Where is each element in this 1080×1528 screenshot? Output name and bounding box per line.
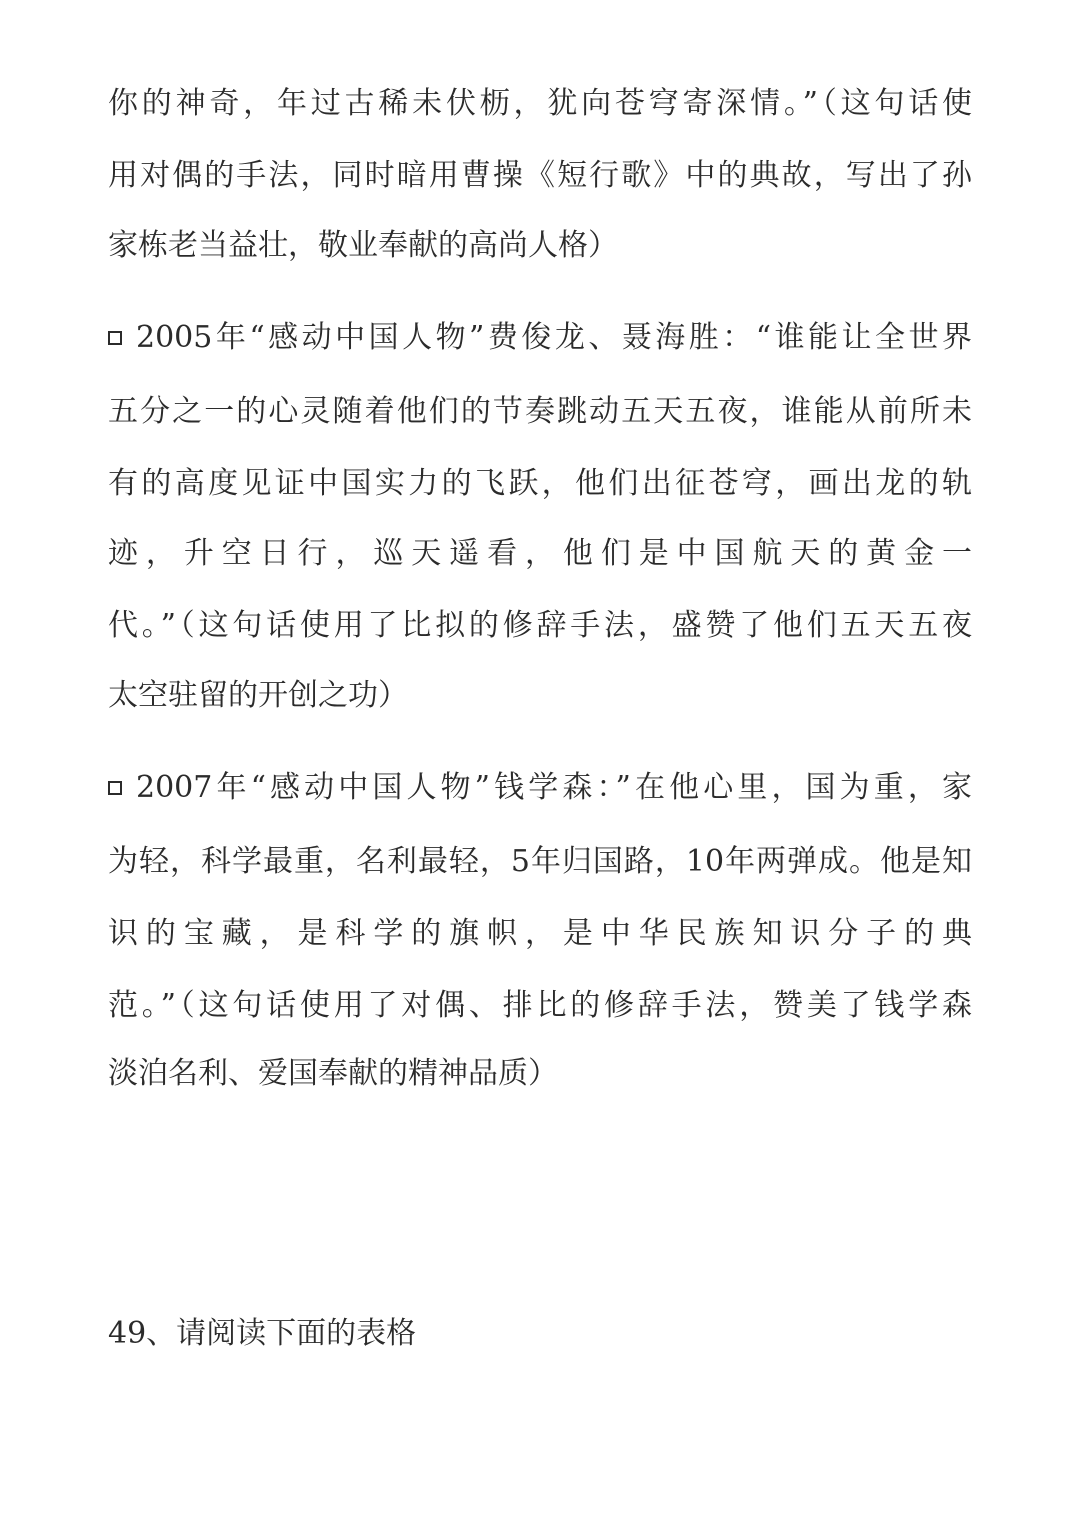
paragraph-3-line-5: 淡泊名利、爱国奉献的精神品质）	[108, 1056, 558, 1091]
square-bullet-icon	[108, 331, 122, 345]
paragraph-1-line-3: 家栋老当益壮，敬业奉献的高尚人格）	[108, 228, 618, 263]
paragraph-2-line-2: 五分之一的心灵随着他们的节奏跳动五天五夜，谁能从前所未	[108, 394, 972, 429]
paragraph-1-line-2: 用对偶的手法，同时暗用曹操《短行歌》中的典故，写出了孙	[108, 158, 972, 193]
paragraph-2-line-1-text: 2005年“感动中国人物”费俊龙、聂海胜：“谁能让全世界	[136, 320, 972, 355]
paragraph-3-line-4: 范。”（这句话使用了对偶、排比的修辞手法，赞美了钱学森	[108, 988, 972, 1023]
paragraph-2-line-4: 迹，升空日行，巡天遥看，他们是中国航天的黄金一	[108, 536, 972, 571]
paragraph-3-line-3: 识的宝藏，是科学的旗帜，是中华民族知识分子的典	[108, 916, 972, 951]
paragraph-3-line-1	[108, 766, 972, 810]
paragraph-3-line-2: 为轻，科学最重，名利最轻，5年归国路，10年两弹成。他是知	[108, 844, 972, 879]
paragraph-2-line-3: 有的高度见证中国实力的飞跃，他们出征苍穹，画出龙的轨	[108, 466, 972, 501]
paragraph-1-line-1: 你的神奇，年过古稀未伏枥，犹向苍穹寄深情。”（这句话使	[108, 86, 972, 121]
paragraph-2-line-5: 代。”（这句话使用了比拟的修辞手法，盛赞了他们五天五夜	[108, 608, 972, 643]
question-heading: 49、请阅读下面的表格	[108, 1316, 417, 1351]
square-bullet-icon	[108, 781, 122, 795]
paragraph-3-line-1-text: 2007年“感动中国人物”钱学森：”在他心里，国为重，家	[136, 770, 972, 805]
paragraph-2-line-1	[108, 316, 972, 360]
paragraph-2-line-6: 太空驻留的开创之功）	[108, 678, 408, 713]
